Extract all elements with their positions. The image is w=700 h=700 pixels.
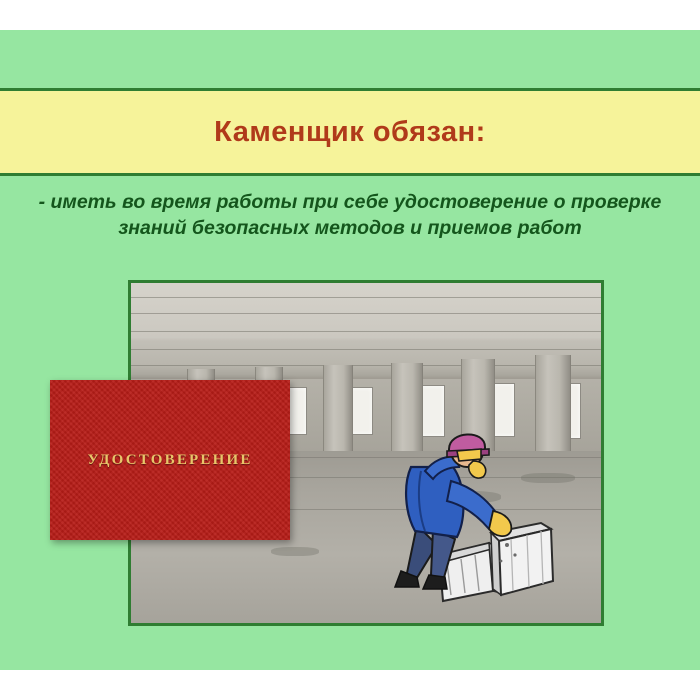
certificate-card	[50, 380, 290, 540]
worker-illustration	[381, 405, 591, 615]
subtitle-text: - иметь во время работы при себе удостоверение о проверке знаний безопасных методов и приемов работ	[38, 191, 662, 239]
title-band	[0, 88, 700, 176]
certificate-label: УДОСТОВЕРЕНИЕ	[87, 451, 253, 468]
page-title: Каменщик обязан:	[214, 115, 486, 148]
slide-canvas	[0, 30, 700, 670]
